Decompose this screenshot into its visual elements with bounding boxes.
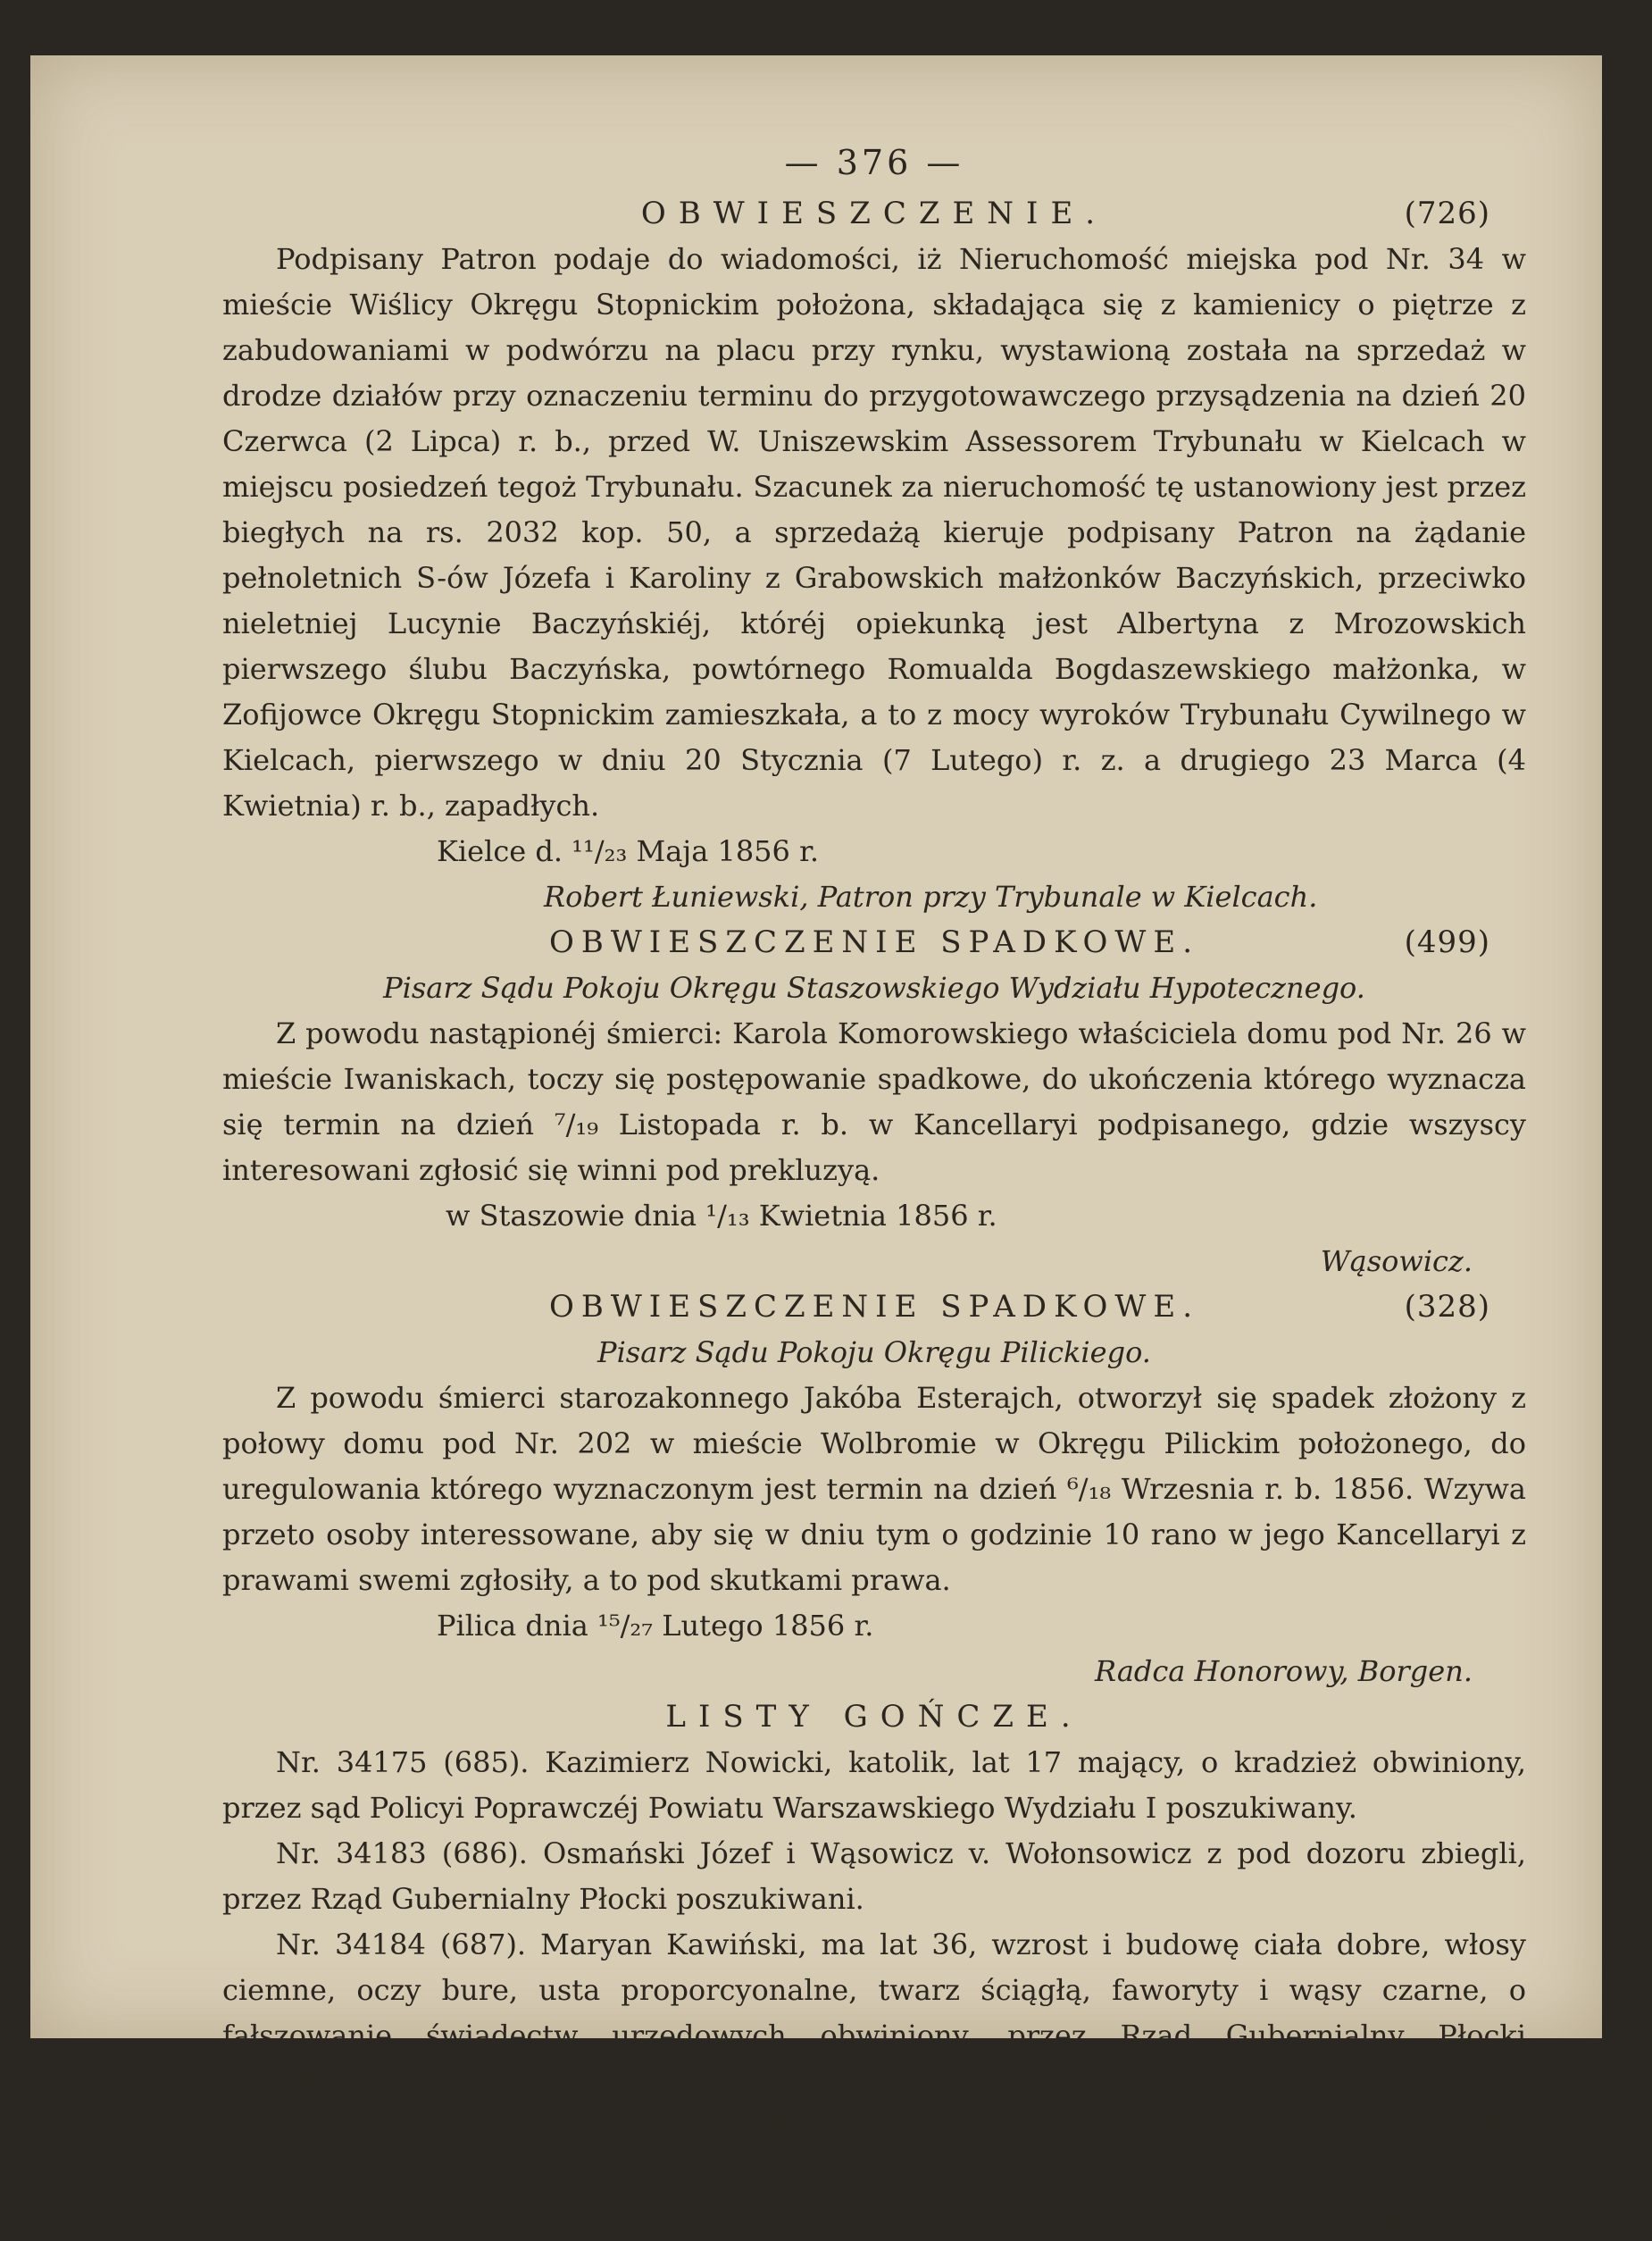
notice-inheritance-staszow xyxy=(222,920,1526,1284)
newspaper-page xyxy=(30,55,1602,2235)
page-content xyxy=(222,140,1526,2241)
notice-sale xyxy=(222,191,1526,920)
notice-title: OBWIESZCZENIE SPADKOWE. xyxy=(548,1289,1200,1325)
notice-ref: (726) xyxy=(1404,196,1490,231)
wanted-entry: Nr. 34175 (685). Kazimierz Nowicki, katolik, lat 17 mający, o kradzież obwiniony, przez sąd Policyi Poprawczéj Powiatu Warszawskiego Wydziału I poszukiwany. xyxy=(222,1745,1526,1825)
notice-body: Podpisany Patron podaje do wiadomości, iż Nieruchomość miejska pod Nr. 34 w mieście Wiślicy Okręgu Stopnickim położona, składająca się z kamienicy o piętrze z zabudowaniami w podwórzu na placu przy rynku, wystawioną została na sprzedaż w drodze działów przy oznaczeniu terminu do przygotowawczego przysądzenia na dzień 20 Czerwca (2 Lipca) r. b., przed W. Uniszewskim Assessorem Trybunału w Kielcach w miejscu posiedzeń tegoż Trybunału. Szacunek za nieruchomość tę ustanowiony jest przez biegłych na rs. 2032 kop. 50, a sprzedażą kieruje podpisany Patron na żądanie pełnoletnich S-ów Józefa i Karoliny z Grabowskich małżonków Baczyńskich, przeciwko nieletniej Lucynie Baczyńskiéj, któréj opiekunką jest Albertyna z Mrozowskich pierwszego ślubu Baczyńska, powtórnego Romualda Bogdaszewskiego małżonka, w Zofijowce Okręgu Stopnickim zamieszkała, a to z mocy wyroków Trybunału Cywilnego w Kielcach, pierwszego w dniu 20 Stycznia (7 Lutego) r. z. a drugiego 23 Marca (4 Kwietnia) r. b., zapadłych. xyxy=(222,242,1526,823)
wanted-entry: Nr. 34183 (686). Osmański Józef i Wąsowicz v. Wołonsowicz z pod dozoru zbiegli, przez Rząd Gubernialny Płocki poszukiwani. xyxy=(222,1836,1526,1916)
notice-body: Z powodu nastąpionéj śmierci: Karola Komorowskiego właściciela domu pod Nr. 26 w mieście Iwaniskach, toczy się postępowanie spadkowe, do ukończenia którego wyznacza się termin na dzień ⁷/₁₉ Listopada r. b. w Kancellaryi podpisanego, gdzie wszyscy interesowani zgłosić się winni pod prekluzyą. xyxy=(222,1016,1526,1187)
wanted-entry: Nr. 34184 (687). Maryan Kawiński, ma lat 36, wzrost i budowę ciała dobre, włosy ciemne, oczy bure, usta proporcyonalne, twarz ściągłą, faworyty i wąsy czarne, o fałszowanie świadectw urzędowych obwiniony, przez Rząd Gubernialny Płocki poszukiwany. xyxy=(222,1927,1526,2098)
notice-wanted xyxy=(222,1694,1526,2241)
notice-subtitle: Pisarz Sądu Pokoju Okręgu Pilickiego. xyxy=(597,1335,1151,1369)
notice-body: Z powodu śmierci starozakonnego Jakóba Esterajch, otworzył się spadek złożony z połowy domu pod Nr. 202 w mieście Wolbromie w Okręgu Pilickim położonego, do uregulowania którego wyznaczonym jest termin na dzień ⁶/₁₈ Wrzesnia r. b. 1856. Wzywa przeto osoby interessowane, aby się w dniu tym o godzinie 10 rano w jego Kancellaryi z prawami swemi zgłosiły, a to pod skutkami prawa. xyxy=(222,1381,1526,1597)
notice-title: OBWIESZCZENIE. xyxy=(640,196,1108,231)
notice-signature: Radca Honorowy, Borgen. xyxy=(1094,1654,1473,1688)
notice-title: OBWIESZCZENIE SPADKOWE. xyxy=(548,924,1200,960)
notice-ref: (328) xyxy=(1404,1289,1490,1325)
page-number: — 376 — xyxy=(784,143,964,182)
notice-date: Pilica dnia ¹⁵/₂₇ Lutego 1856 r. xyxy=(437,1609,874,1643)
notice-date: w Staszowie dnia ¹/₁₃ Kwietnia 1856 r. xyxy=(446,1199,997,1233)
notice-inheritance-pilica xyxy=(222,1284,1526,1694)
notice-title-row xyxy=(222,920,1526,966)
notice-title-row xyxy=(222,1694,1526,1740)
notice-title-row xyxy=(222,191,1526,237)
notice-signature: Robert Łuniewski, Patron przy Trybunale w Kielcach. xyxy=(544,880,1318,914)
notice-date: Kielce d. ¹¹/₂₃ Maja 1856 r. xyxy=(437,834,820,868)
notice-signature: Wąsowicz. xyxy=(1320,1244,1473,1278)
notice-ref: (499) xyxy=(1404,924,1490,960)
notice-title: LISTY GOŃCZE. xyxy=(665,1699,1083,1735)
supplement-label: DODATEK I. xyxy=(1275,2201,1455,2235)
notice-subtitle: Pisarz Sądu Pokoju Okręgu Staszowskiego Wydziału Hypotecznego. xyxy=(383,971,1365,1005)
notice-title-row xyxy=(222,1284,1526,1330)
wanted-closing: Powyżsi zbiegli mają być ściśle śledzeni, a wrazie ujęcia do właściwego Naczelnika Powiatu dostawieni. xyxy=(222,2110,1526,2189)
